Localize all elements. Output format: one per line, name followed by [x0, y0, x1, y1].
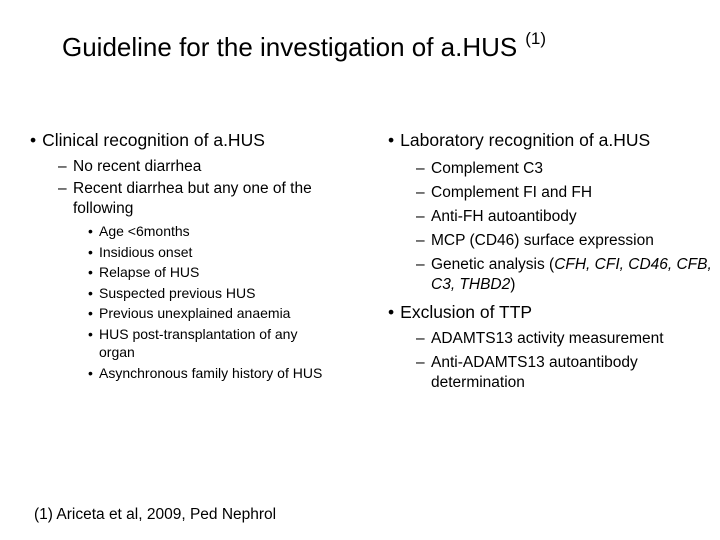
dash-icon: – [58, 158, 67, 175]
clinical-subitem: • HUS post-transplantation of any organ [88, 325, 298, 360]
dash-icon: – [416, 232, 425, 249]
lab-item: – Anti-FH autoantibody [416, 205, 714, 229]
clinical-column [30, 129, 370, 382]
bullet-icon: • [388, 302, 395, 322]
clinical-item: – No recent diarrhea [58, 158, 202, 175]
lab-item-genetic: – Genetic analysis (CFH, CFI, CD46, CFB, C3, THBD2) [416, 256, 712, 293]
dash-icon: – [416, 160, 425, 177]
dash-icon: – [58, 180, 67, 197]
dash-icon: – [416, 354, 425, 371]
title-footnote-marker: (1) [525, 29, 547, 48]
ttp-heading: • Exclusion of TTP [388, 302, 533, 322]
dash-icon: – [416, 208, 425, 225]
bullet-icon: • [88, 325, 93, 342]
slide-title [62, 30, 546, 68]
bullet-icon: • [88, 284, 93, 301]
laboratory-heading: • Laboratory recognition of a.HUS [388, 130, 651, 150]
lab-item: – Complement FI and FH [416, 181, 714, 205]
dash-icon: – [416, 184, 425, 201]
ttp-item: – ADAMTS13 activity measurement [416, 330, 664, 347]
clinical-subitem: • Asynchronous family history of HUS [88, 364, 323, 381]
bullet-icon: • [88, 223, 93, 239]
bullet-icon: • [88, 305, 93, 321]
laboratory-column [388, 129, 714, 393]
footnote: (1) Ariceta et al, 2009, Ped Nephrol [34, 506, 277, 523]
clinical-subitem: • Previous unexplained anaemia [88, 305, 291, 321]
bullet-icon: • [88, 264, 93, 280]
bullet-icon: • [88, 364, 93, 381]
dash-icon: – [416, 330, 425, 347]
clinical-item: – Recent diarrhea but any one of the following [58, 180, 312, 217]
slide-title-text: Guideline for the investigation of a.HUS [62, 32, 518, 62]
clinical-subitem: • Age <6months [88, 223, 190, 239]
dash-icon: – [416, 256, 425, 273]
lab-item: – Complement C3 [416, 157, 714, 181]
clinical-subitem: • Relapse of HUS [88, 264, 200, 280]
bullet-icon: • [88, 243, 93, 260]
clinical-heading: • Clinical recognition of a.HUS [30, 130, 265, 150]
clinical-subitem: • Insidious onset [88, 243, 193, 260]
bullet-icon: • [388, 130, 395, 150]
bullet-icon: • [30, 130, 37, 150]
clinical-subitem: • Suspected previous HUS [88, 284, 256, 301]
ttp-item: – Anti-ADAMTS13 autoantibody determination [416, 354, 638, 391]
lab-item: – MCP (CD46) surface expression [416, 229, 714, 253]
